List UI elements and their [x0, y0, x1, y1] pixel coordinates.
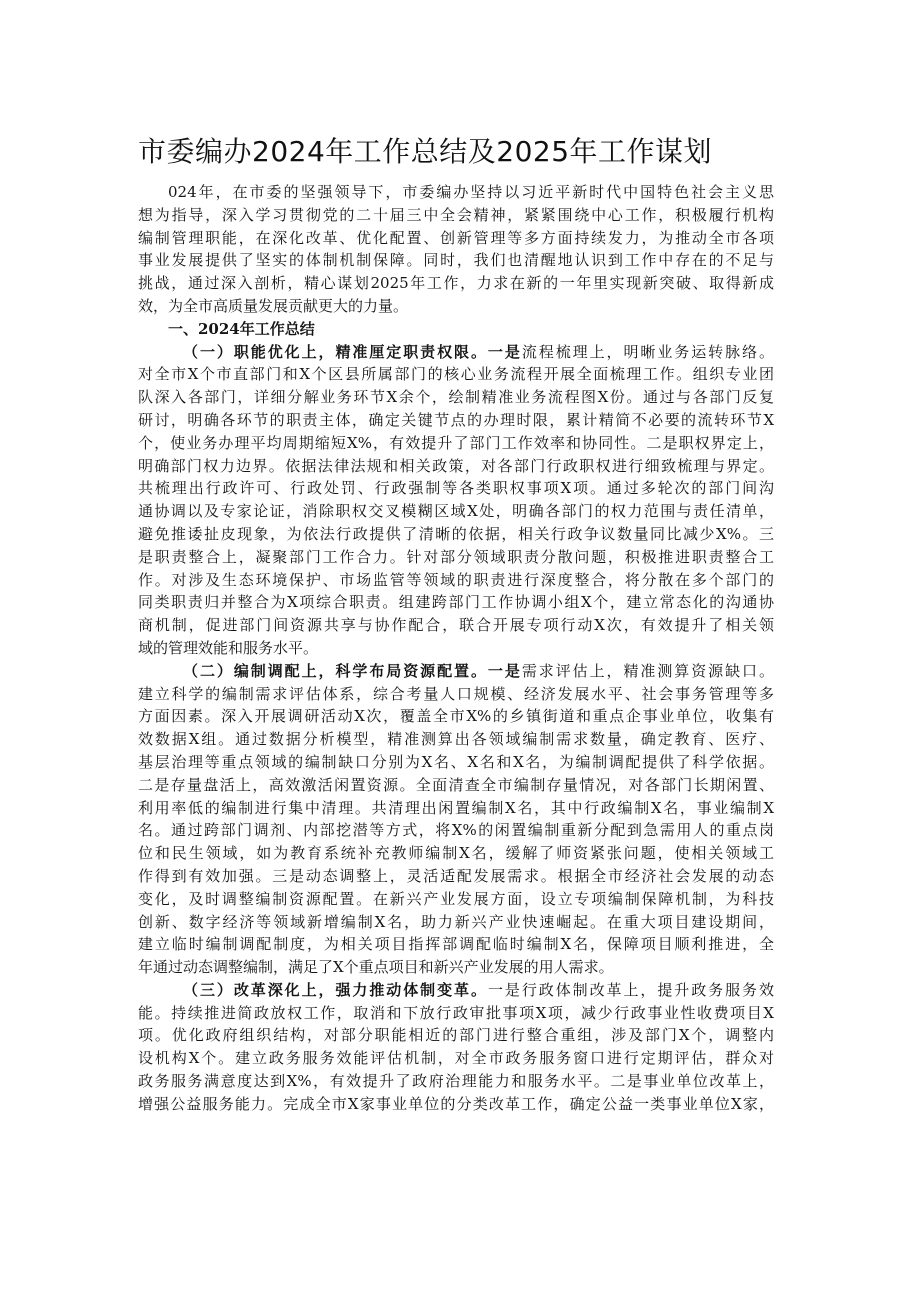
text-line: 域的管理效能和服务水平。 — [138, 638, 319, 657]
text-line: 队深入各部门，详细分解业务环节X余个，绘制精准业务流程图X份。通过与各部门反复 — [138, 388, 774, 407]
lead-rest: 流程梳理上，明晰业务运转脉络。 — [521, 342, 774, 361]
lead-rest: 一是行政体制改革上，提升政务服务效 — [487, 980, 774, 999]
text-line: 建立科学的编制需求评估体系，综合考量人口规模、经济发展水平、社会事务管理等多 — [138, 684, 774, 703]
text-line: 商机制，促进部门间资源共享与协作配合，联合开展专项行动X次，有效提升了相关领 — [138, 616, 774, 635]
part3-paragraph — [138, 979, 774, 1116]
text-line: 创新、数字经济等领域新增编制X名，助力新兴产业快速崛起。在重大项目建设期间， — [138, 912, 774, 931]
text-line: 对全市X个市直部门和X个区县所属部门的核心业务流程开展全面梳理工作。组织专业团 — [138, 365, 774, 384]
text-line: 效数据X组。通过数据分析模型，精准测算出各领域编制需求数量，确定教育、医疗、 — [138, 730, 774, 749]
part2-paragraph — [138, 660, 774, 979]
text-line: 变化，及时调整编制资源配置。在新兴产业发展方面，设立专项编制保障机制，为科技 — [138, 889, 774, 908]
text-line: 同类职责归并整合为X项综合职责。组建跨部门工作协调小组X个，建立常态化的沟通协 — [138, 593, 774, 612]
text-line: 研讨，明确各环节的职责主体，确定关键节点的办理时限，累计精简不必要的流转环节X — [138, 410, 774, 429]
bold-lead: （三）改革深化上，强力推动体制变革。 — [183, 980, 488, 999]
text-line: 能。持续推进简政放权工作，取消和下放行政审批事项X项，减少行政事业性收费项目X — [138, 1003, 774, 1022]
text-line: 建立临时编制调配制度，为相关项目指挥部调配临时编制X名，保障项目顺利推进，全 — [138, 935, 774, 954]
text-line: 024年，在市委的坚强领导下，市委编办坚持以习近平新时代中国特色社会主义思 — [168, 183, 774, 201]
text-line: 个，使业务办理平均周期缩短X%，有效提升了部门工作效率和协同性。二是职权界定上， — [138, 433, 774, 452]
text-line: 方面因素。深入开展调研活动X次，覆盖全市X%的乡镇街道和重点企事业单位，收集有 — [138, 707, 774, 726]
paragraph-lead-line — [138, 341, 774, 364]
paragraph-lead-line — [138, 979, 774, 1002]
page-title: 市委编办2024年工作总结及2025年工作谋划 — [138, 135, 713, 168]
text-line: 是职责整合上，凝聚部门工作合力。针对部分领域职责分散问题，积极推进职责整合工 — [138, 547, 774, 566]
part1-paragraph — [138, 341, 774, 660]
text-line: 位和民生领域，如为教育系统补充教师编制X名，缓解了师资紧张问题，使相关领域工 — [138, 844, 774, 863]
text-line: 避免推诿扯皮现象，为依法行政提供了清晰的依据，相关行政争议数量同比减少X%。三 — [138, 524, 774, 543]
text-line: 年通过动态调整编制，满足了X个重点项目和新兴产业发展的用人需求。 — [138, 958, 614, 977]
text-line: 作。对涉及生态环境保护、市场监管等领域的职责进行深度整合，将分散在多个部门的 — [138, 570, 774, 589]
bold-lead: （二）编制调配上，科学布局资源配置。一是 — [183, 661, 522, 680]
section-heading: 一、2024年工作总结 — [168, 319, 315, 338]
intro-paragraph — [138, 181, 774, 318]
text-line: 利用率低的编制进行集中清理。共清理出闲置编制X名，其中行政编制X名，事业编制X — [138, 798, 774, 817]
lead-rest: 需求评估上，精准测算资源缺口。 — [521, 661, 774, 680]
text-line: 名。通过跨部门调剂、内部挖潜等方式，将X%的闲置编制重新分配到急需用人的重点岗 — [138, 821, 774, 840]
text-line: 项。优化政府组织结构，对部分职能相近的部门进行整合重组，涉及部门X个，调整内 — [138, 1026, 774, 1045]
text-line: 政务服务满意度达到X%，有效提升了政府治理能力和服务水平。二是事业单位改革上， — [138, 1072, 774, 1091]
document-body — [138, 181, 774, 1116]
text-line: 二是存量盘活上，高效激活闲置资源。全面清查全市编制存量情况，对各部门长期闲置、 — [138, 775, 774, 794]
text-line: 挑战，通过深入剖析，精心谋划2025年工作，力求在新的一年里实现新突破、取得新成 — [138, 274, 774, 293]
text-line: 设机构X个。建立政务服务效能评估机制，对全市政务服务窗口进行定期评估，群众对 — [138, 1049, 774, 1068]
text-line: 基层治理等重点领域的编制缺口分别为X名、X名和X名，为编制调配提供了科学依据。 — [138, 752, 774, 771]
text-line: 编制管理职能，在深化改革、优化配置、创新管理等多方面持续发力，为推动全市各项 — [138, 228, 774, 247]
text-line: 增强公益服务能力。完成全市X家事业单位的分类改革工作，确定公益一类事业单位X家， — [138, 1094, 774, 1113]
text-line: 事业发展提供了坚实的体制机制保障。同时，我们也清醒地认识到工作中存在的不足与 — [138, 251, 774, 270]
text-line: 通协调以及专家论证，消除职权交叉模糊区域X处，明确各部门的权力范围与责任清单， — [138, 502, 774, 521]
text-line: 共梳理出行政许可、行政处罚、行政强制等各类职权事项X项。通过多轮次的部门间沟 — [138, 479, 774, 498]
text-line: 作得到有效加强。三是动态调整上，灵活适配发展需求。根据全市经济社会发展的动态 — [138, 866, 774, 885]
text-line: 效，为全市高质量发展贡献更大的力量。 — [138, 296, 409, 315]
text-line: 想为指导，深入学习贯彻党的二十届三中全会精神，紧紧围绕中心工作，积极履行机构 — [138, 205, 774, 224]
bold-lead: （一）职能优化上，精准厘定职责权限。一是 — [183, 342, 522, 361]
paragraph-lead-line — [138, 660, 774, 683]
text-line: 明确部门权力边界。依据法律法规和相关政策，对各部门行政职权进行细致梳理与界定。 — [138, 456, 774, 475]
